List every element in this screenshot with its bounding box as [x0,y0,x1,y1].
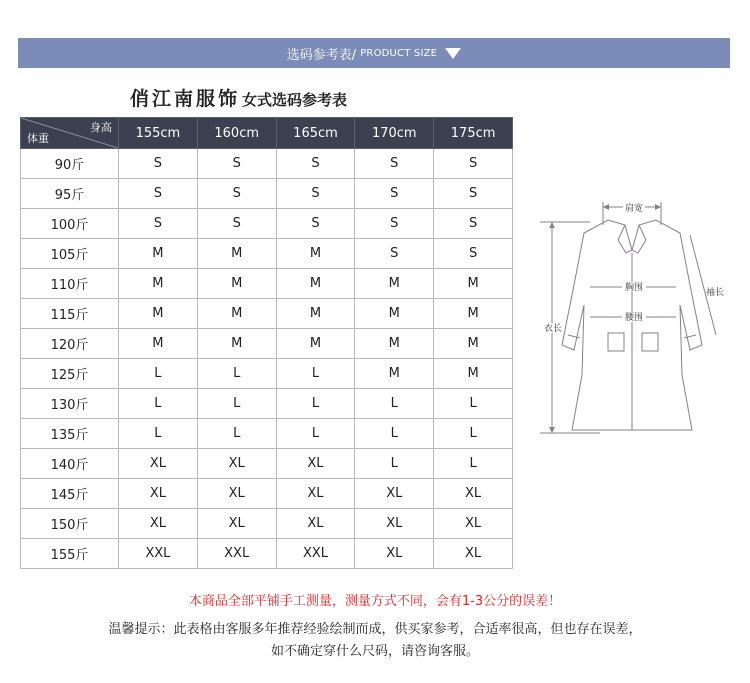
size-cell: M [119,269,198,299]
size-cell: M [276,329,355,359]
shoulder-label: 肩宽 [624,204,644,214]
page-title [130,84,347,108]
section-banner [18,38,730,68]
size-cell: L [276,389,355,419]
corner-height-label: 身高 [90,121,112,134]
chest-label: 胸围 [624,283,644,293]
weight-cell: 140斤 [21,449,119,479]
size-cell: M [355,329,434,359]
table-row [21,239,513,269]
size-cell: S [434,149,513,179]
size-cell: M [119,239,198,269]
size-cell: XL [276,509,355,539]
size-cell: S [197,209,276,239]
banner-title-en: PRODUCT SIZE [360,47,438,59]
size-cell: XL [276,449,355,479]
size-cell: M [197,329,276,359]
size-cell: XL [119,509,198,539]
table-row [21,209,513,239]
size-cell: L [119,359,198,389]
corner-weight-label: 体重 [27,132,49,145]
table-row [21,359,513,389]
size-cell: XL [434,479,513,509]
height-header: 160cm [197,118,276,149]
size-cell: XL [197,479,276,509]
weight-cell: 125斤 [21,359,119,389]
size-cell: M [276,269,355,299]
table-row [21,479,513,509]
size-cell: S [197,179,276,209]
table-row [21,449,513,479]
weight-cell: 95斤 [21,179,119,209]
coat-measurement-diagram [530,195,735,445]
title-subtitle: 女式选码参考表 [242,91,348,109]
size-cell: L [434,449,513,479]
size-cell: M [276,299,355,329]
height-header: 165cm [276,118,355,149]
size-cell: L [434,389,513,419]
size-cell: S [197,149,276,179]
size-cell: S [276,179,355,209]
size-cell: M [434,269,513,299]
size-cell: XXL [197,539,276,569]
size-cell: M [197,299,276,329]
weight-cell: 105斤 [21,239,119,269]
size-cell: S [276,149,355,179]
size-cell: XL [119,449,198,479]
size-cell: XL [434,539,513,569]
table-corner-cell [21,118,119,149]
table-header-row [21,118,513,149]
size-cell: XXL [119,539,198,569]
size-cell: L [355,449,434,479]
weight-cell: 115斤 [21,299,119,329]
weight-cell: 150斤 [21,509,119,539]
table-row [21,389,513,419]
size-cell: S [434,179,513,209]
size-cell: L [119,389,198,419]
size-cell: XL [197,449,276,479]
tip-line-2: 如不确定穿什么尺码，请咨询客服。 [270,644,479,659]
size-cell: S [355,209,434,239]
size-cell: M [276,239,355,269]
size-cell: XL [434,509,513,539]
weight-cell: 145斤 [21,479,119,509]
size-cell: S [119,179,198,209]
size-cell: M [434,359,513,389]
table-row [21,269,513,299]
size-cell: XL [355,539,434,569]
size-cell: M [197,269,276,299]
chevron-down-icon [445,48,461,59]
measurement-warning: 本商品全部平铺手工测量，测量方式不同，会有1-3公分的误差！ [188,594,562,609]
length-label: 衣长 [543,324,563,334]
size-cell: S [434,239,513,269]
weight-cell: 100斤 [21,209,119,239]
size-cell: XL [355,509,434,539]
size-cell: L [355,419,434,449]
size-cell: XL [276,479,355,509]
table-row [21,329,513,359]
size-cell: M [434,329,513,359]
size-cell: M [355,299,434,329]
weight-cell: 155斤 [21,539,119,569]
size-cell: M [434,299,513,329]
size-cell: L [197,419,276,449]
size-cell: S [355,179,434,209]
weight-cell: 135斤 [21,419,119,449]
size-cell: S [119,149,198,179]
table-row [21,539,513,569]
size-cell: S [355,149,434,179]
table-row [21,419,513,449]
height-header: 170cm [355,118,434,149]
weight-cell: 120斤 [21,329,119,359]
size-chart-table [20,117,513,569]
brand-name: 俏江南服饰 [130,88,241,110]
table-row [21,299,513,329]
size-cell: M [119,299,198,329]
size-cell: XL [119,479,198,509]
size-cell: L [197,359,276,389]
size-cell: S [276,209,355,239]
table-row [21,179,513,209]
weight-cell: 130斤 [21,389,119,419]
size-cell: XL [355,479,434,509]
waist-label: 腰围 [624,313,644,323]
banner-title-cn: 选码参考表/ [286,47,357,63]
weight-cell: 110斤 [21,269,119,299]
size-cell: L [276,359,355,389]
size-cell: L [355,389,434,419]
size-cell: M [197,239,276,269]
size-cell: S [434,209,513,239]
size-cell: S [355,239,434,269]
size-cell: M [355,269,434,299]
sleeve-label: 袖长 [706,288,725,298]
size-cell: L [197,389,276,419]
coat-outline [562,220,702,430]
size-cell: XL [197,509,276,539]
size-cell: M [119,329,198,359]
size-cell: XXL [276,539,355,569]
size-cell: M [355,359,434,389]
size-cell: L [276,419,355,449]
size-cell: L [119,419,198,449]
table-row [21,149,513,179]
table-row [21,509,513,539]
height-header: 175cm [434,118,513,149]
tip-line-1: 温馨提示：此表格由客服多年推荐经验绘制而成，供买家参考，合适率很高，但也存在误差， [108,622,642,637]
weight-cell: 90斤 [21,149,119,179]
height-header: 155cm [119,118,198,149]
size-cell: L [434,419,513,449]
size-cell: S [119,209,198,239]
